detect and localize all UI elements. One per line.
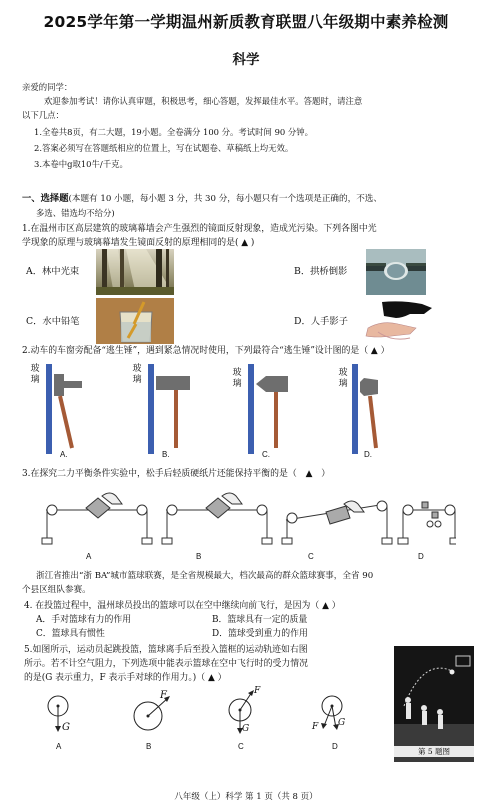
q3-option-a-label: A [86, 552, 92, 561]
force-label-f-d: F [312, 722, 319, 732]
pencil-in-water-image [96, 298, 174, 344]
q4-option-c: C．篮球具有惯性 [36, 629, 105, 639]
q4-option-d: D．篮球受到重力的作用 [212, 629, 308, 639]
intro-line-2: 以下几点： [22, 110, 64, 120]
note-1: 1.全卷共8页，有二大题，19小题。全卷满分 100 分。考试时间 90 分钟。 [34, 127, 314, 137]
hammer-option-d[interactable] [338, 362, 448, 462]
page-footer: 八年级（上）科学 第 1 页（共 8 页） [174, 792, 318, 802]
q5-line-3: 的是(G 表示重力，F 表示手对球的作用力。)（ ▲ ） [24, 673, 227, 683]
q3-option-d-label: D [418, 552, 424, 561]
section-desc-2: 多选、错选均不给分) [36, 208, 115, 218]
section-heading: 一、选择题 [22, 193, 69, 204]
q3-option-c-label: C [308, 552, 314, 561]
hammer-c-icon [232, 362, 342, 462]
passage-line-2: 个县区组队参赛。 [22, 585, 91, 595]
basketball-scene-icon [394, 646, 474, 762]
q4-option-a: A．手对篮球有力的作用 [36, 615, 132, 625]
force-label-g-c: G [242, 724, 250, 734]
q5-line-2: 所示。若不计空气阻力，下列选项中能表示篮球在空中飞行时的受力情况 [24, 659, 308, 669]
basketball-photo [394, 646, 474, 762]
arch-bridge-icon [366, 249, 426, 295]
q2-option-c-label: C. [262, 450, 270, 459]
q2-option-d-label: D. [364, 450, 372, 459]
setup-c-icon [282, 501, 392, 544]
glass-label: 玻璃 [132, 364, 142, 385]
q5-option-d-label: D [332, 742, 338, 751]
forest-light-icon [96, 249, 174, 295]
bridge-reflection-image [366, 249, 426, 295]
hammer-option-c[interactable] [232, 362, 342, 462]
force-label-f-b: F [160, 690, 167, 701]
force-diagrams-figure [36, 686, 356, 742]
pencil-glass-icon [96, 298, 174, 344]
q2-text: 2.动车的车窗旁配备“逃生锤”，遇到紧急情况时使用，下列最符合“逃生锤”设计图的是（ ▲ ） [22, 346, 390, 356]
q1-line-1: 1.在温州市区高层建筑的玻璃幕墙会产生强烈的镜面反射现象，造成光污染。下列各图中光 [22, 224, 377, 234]
q3-option-b-label: B [196, 552, 202, 561]
exam-title: 2025学年第一学期温州新质教育联盟八年级期中素养检测 [43, 13, 449, 31]
intro-line-1: 欢迎参加考试！请你认真审题，积极思考，细心答题，发挥最佳水平。答题时，请注意 [44, 96, 363, 106]
q2-option-b-label: B. [162, 450, 170, 459]
setup-a-icon [42, 493, 152, 544]
hand-shadow-image [362, 298, 432, 344]
glass-label: 玻璃 [338, 368, 348, 389]
q3-text: 3.在探究二力平衡条件实验中，松手后轻质硬纸片还能保持平衡的是（ ▲ ） [22, 469, 331, 479]
hammer-a-icon [30, 362, 140, 462]
section-heading-row [22, 193, 382, 205]
passage-line-1: 浙江省推出“浙 BA”城市篮球联赛，是全省规模最大，档次最高的群众篮球赛事，全省 90 [36, 571, 374, 581]
q1-option-a: A．林中光束 [26, 266, 80, 277]
hammer-option-a[interactable] [30, 362, 140, 462]
force-label-g-a: G [62, 722, 70, 733]
balance-setups-figure [36, 490, 456, 554]
greeting: 亲爱的同学： [22, 82, 73, 92]
q5-option-b-label: B [146, 742, 152, 751]
q5-line-1: 5.如图所示，运动员起跳投篮，篮球离手后至投入篮框的运动轨迹如右图 [24, 645, 308, 655]
subject-title: 科学 [232, 52, 260, 68]
q2-option-a-label: A. [60, 450, 68, 459]
force-label-g-d: G [338, 718, 346, 728]
q1-option-d: D．人手影子 [294, 316, 348, 327]
q5-option-a-label: A [56, 742, 62, 751]
q5-option-c-label: C [238, 742, 244, 751]
section-desc-1: (本题有 10 小题，每小题 3 分，共 30 分，每小题只有一个选项是正确的，不选、 [68, 194, 382, 204]
hand-shadow-icon [362, 298, 432, 344]
setup-d-icon [398, 502, 456, 544]
note-3: 3.本卷中g取10牛/千克。 [34, 159, 128, 169]
note-2: 2.答案必须写在答题纸相应的位置上，写在试题卷、草稿纸上均无效。 [34, 143, 294, 153]
force-label-f-c: F [254, 686, 261, 696]
force-b-icon [134, 696, 170, 730]
q1-option-b: B．拱桥倒影 [294, 266, 348, 277]
hammer-b-icon [132, 362, 242, 462]
hammer-d-icon [338, 362, 448, 462]
forest-light-image [96, 249, 174, 295]
q4-option-b: B．篮球具有一定的质量 [212, 615, 308, 625]
q1-line-2: 学现象的原理与玻璃幕墙发生镜面反射的原理相同的是( ▲ ) [22, 238, 255, 248]
photo-caption: 第 5 题图 [394, 746, 474, 757]
q1-option-c: C．水中铅笔 [26, 316, 80, 327]
hammer-option-b[interactable] [132, 362, 242, 462]
q4-text: 4. 在投篮过程中，温州球员投出的篮球可以在空中继续向前飞行，是因为（ ▲ ） [24, 601, 341, 611]
glass-label: 玻璃 [232, 368, 242, 389]
setup-b-icon [162, 493, 272, 544]
glass-label: 玻璃 [30, 364, 40, 385]
